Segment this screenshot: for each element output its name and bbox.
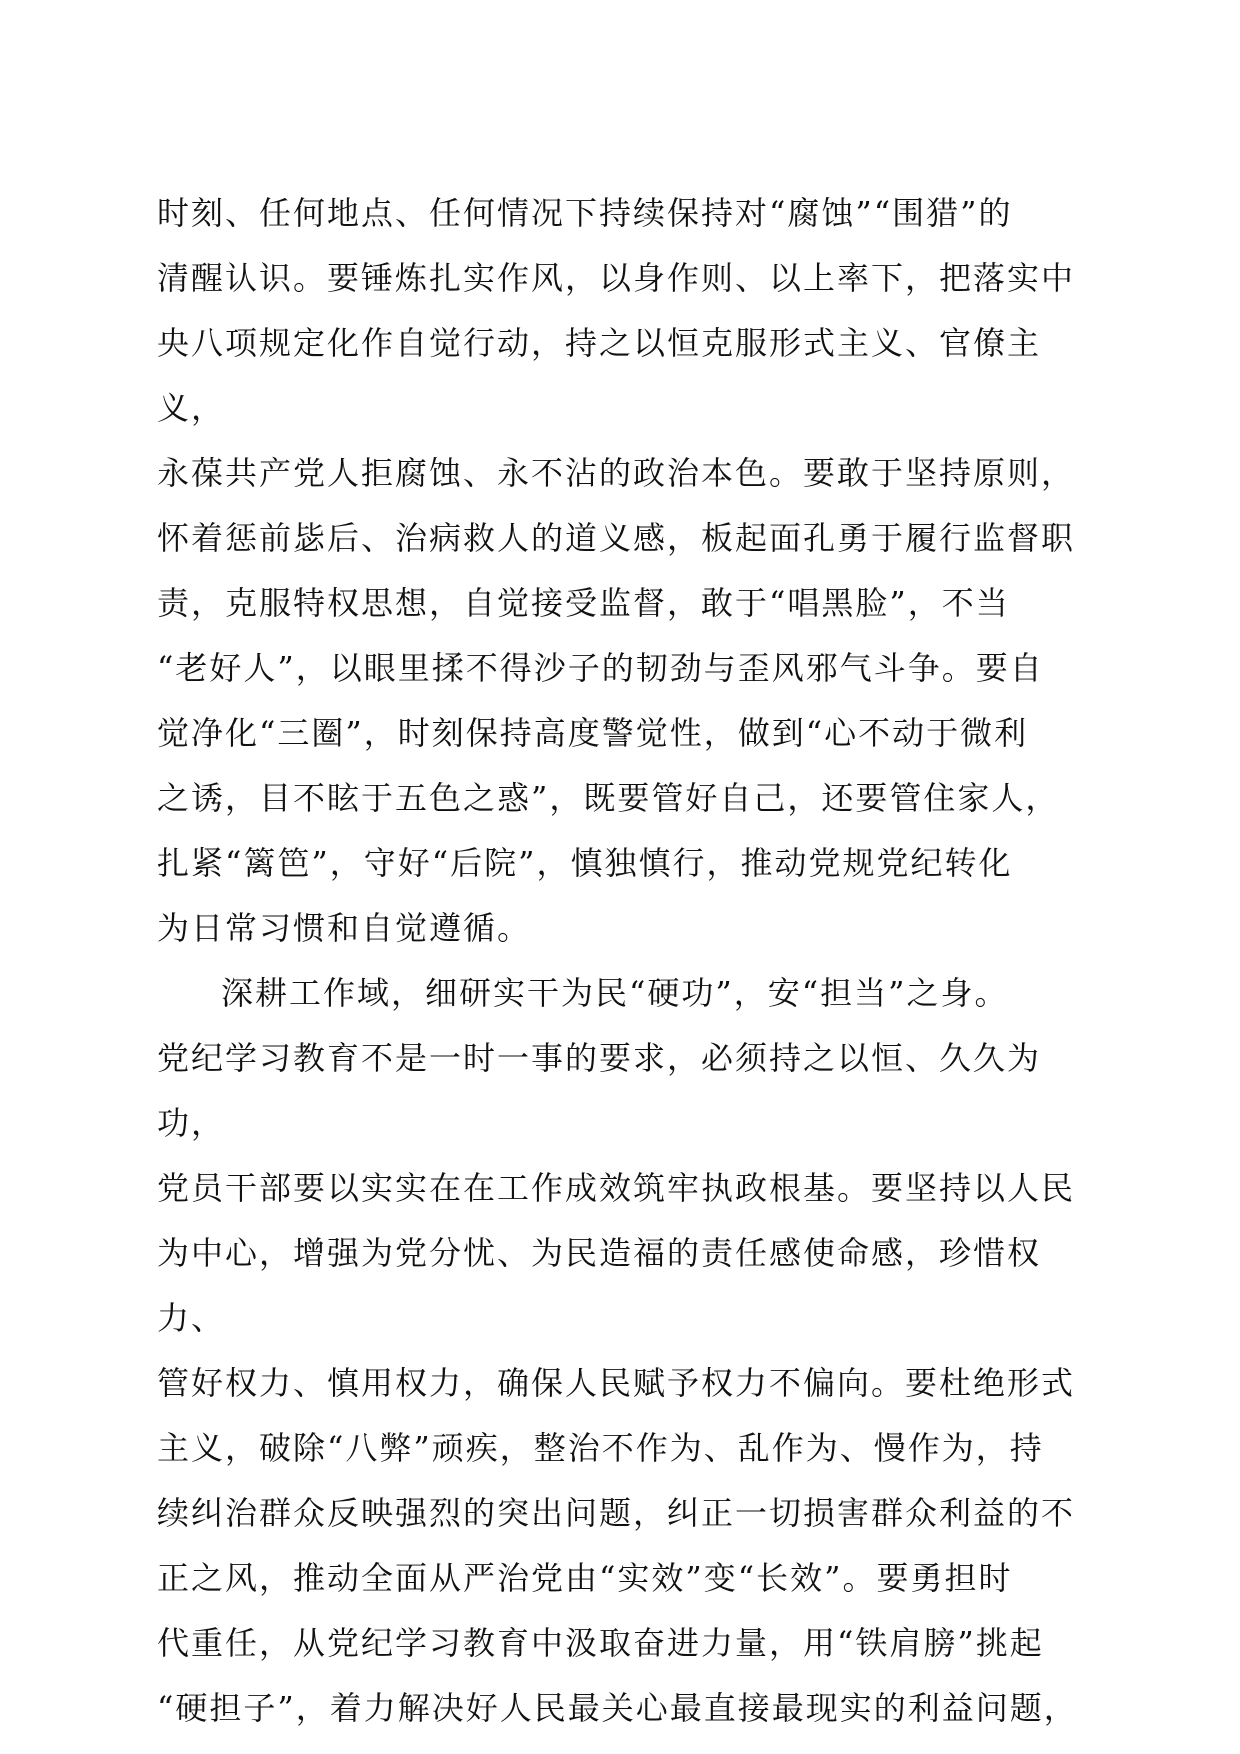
text-line: 责，克服特权思想，自觉接受监督，敢于“唱黑脸”，不当 — [157, 584, 1010, 622]
text-line: 代重任，从党纪学习教育中汲取奋进力量，用“铁肩膀”挑起 — [157, 1624, 1044, 1662]
text-line: 管好权力、慎用权力，确保人民赋予权力不偏向。要杜绝形式 — [157, 1364, 1076, 1402]
text-line: 深耕工作域，细研实干为民“硬功”，安“担当”之身。 — [221, 974, 1009, 1012]
text-line: 时刻、任何地点、任何情况下持续保持对“腐蚀”“围猎”的 — [157, 194, 1013, 232]
text-line: 续纠治群众反映强烈的突出问题，纠正一切损害群众利益的不 — [157, 1494, 1076, 1532]
text-line: 党员干部要以实实在在工作成效筑牢执政根基。要坚持以人民 — [157, 1169, 1076, 1207]
text-line: 怀着惩前毖后、治病救人的道义感，板起面孔勇于履行监督职 — [157, 519, 1076, 557]
text-line: 党纪学习教育不是一时一事的要求，必须持之以恒、久久为功， — [157, 1039, 1042, 1142]
text-line: “硬担子”，着力解决好人民最关心最直接最现实的利益问题， — [157, 1689, 1078, 1727]
text-line: 之诱，目不眩于五色之惑”，既要管好自己，还要管住家人， — [157, 779, 1060, 817]
document-page — [157, 181, 1107, 1741]
text-line: 主义，破除“八弊”顽疾，整治不作为、乱作为、慢作为，持 — [157, 1429, 1044, 1467]
text-line: 为日常习惯和自觉遵循。 — [157, 909, 532, 947]
text-line: 扎紧“篱笆”，守好“后院”，慎独慎行，推动党规党纪转化 — [157, 844, 1013, 882]
text-line: 清醒认识。要锤炼扎实作风，以身作则、以上率下，把落实中 — [157, 259, 1076, 297]
text-line: 永葆共产党人拒腐蚀、永不沾的政治本色。要敢于坚持原则， — [157, 454, 1076, 492]
text-line: 正之风，推动全面从严治党由“实效”变“长效”。要勇担时 — [157, 1559, 1013, 1597]
text-line: “老好人”，以眼里揉不得沙子的韧劲与歪风邪气斗争。要自 — [157, 649, 1044, 687]
text-line: 为中心，增强为党分忧、为民造福的责任感使命感，珍惜权力、 — [157, 1234, 1042, 1337]
paragraph-1 — [157, 181, 1107, 961]
text-line: 觉净化“三圈”，时刻保持高度警觉性，做到“心不动于微利 — [157, 714, 1029, 752]
text-line: 央八项规定化作自觉行动，持之以恒克服形式主义、官僚主义， — [157, 324, 1042, 427]
paragraph-2 — [157, 961, 1107, 1741]
